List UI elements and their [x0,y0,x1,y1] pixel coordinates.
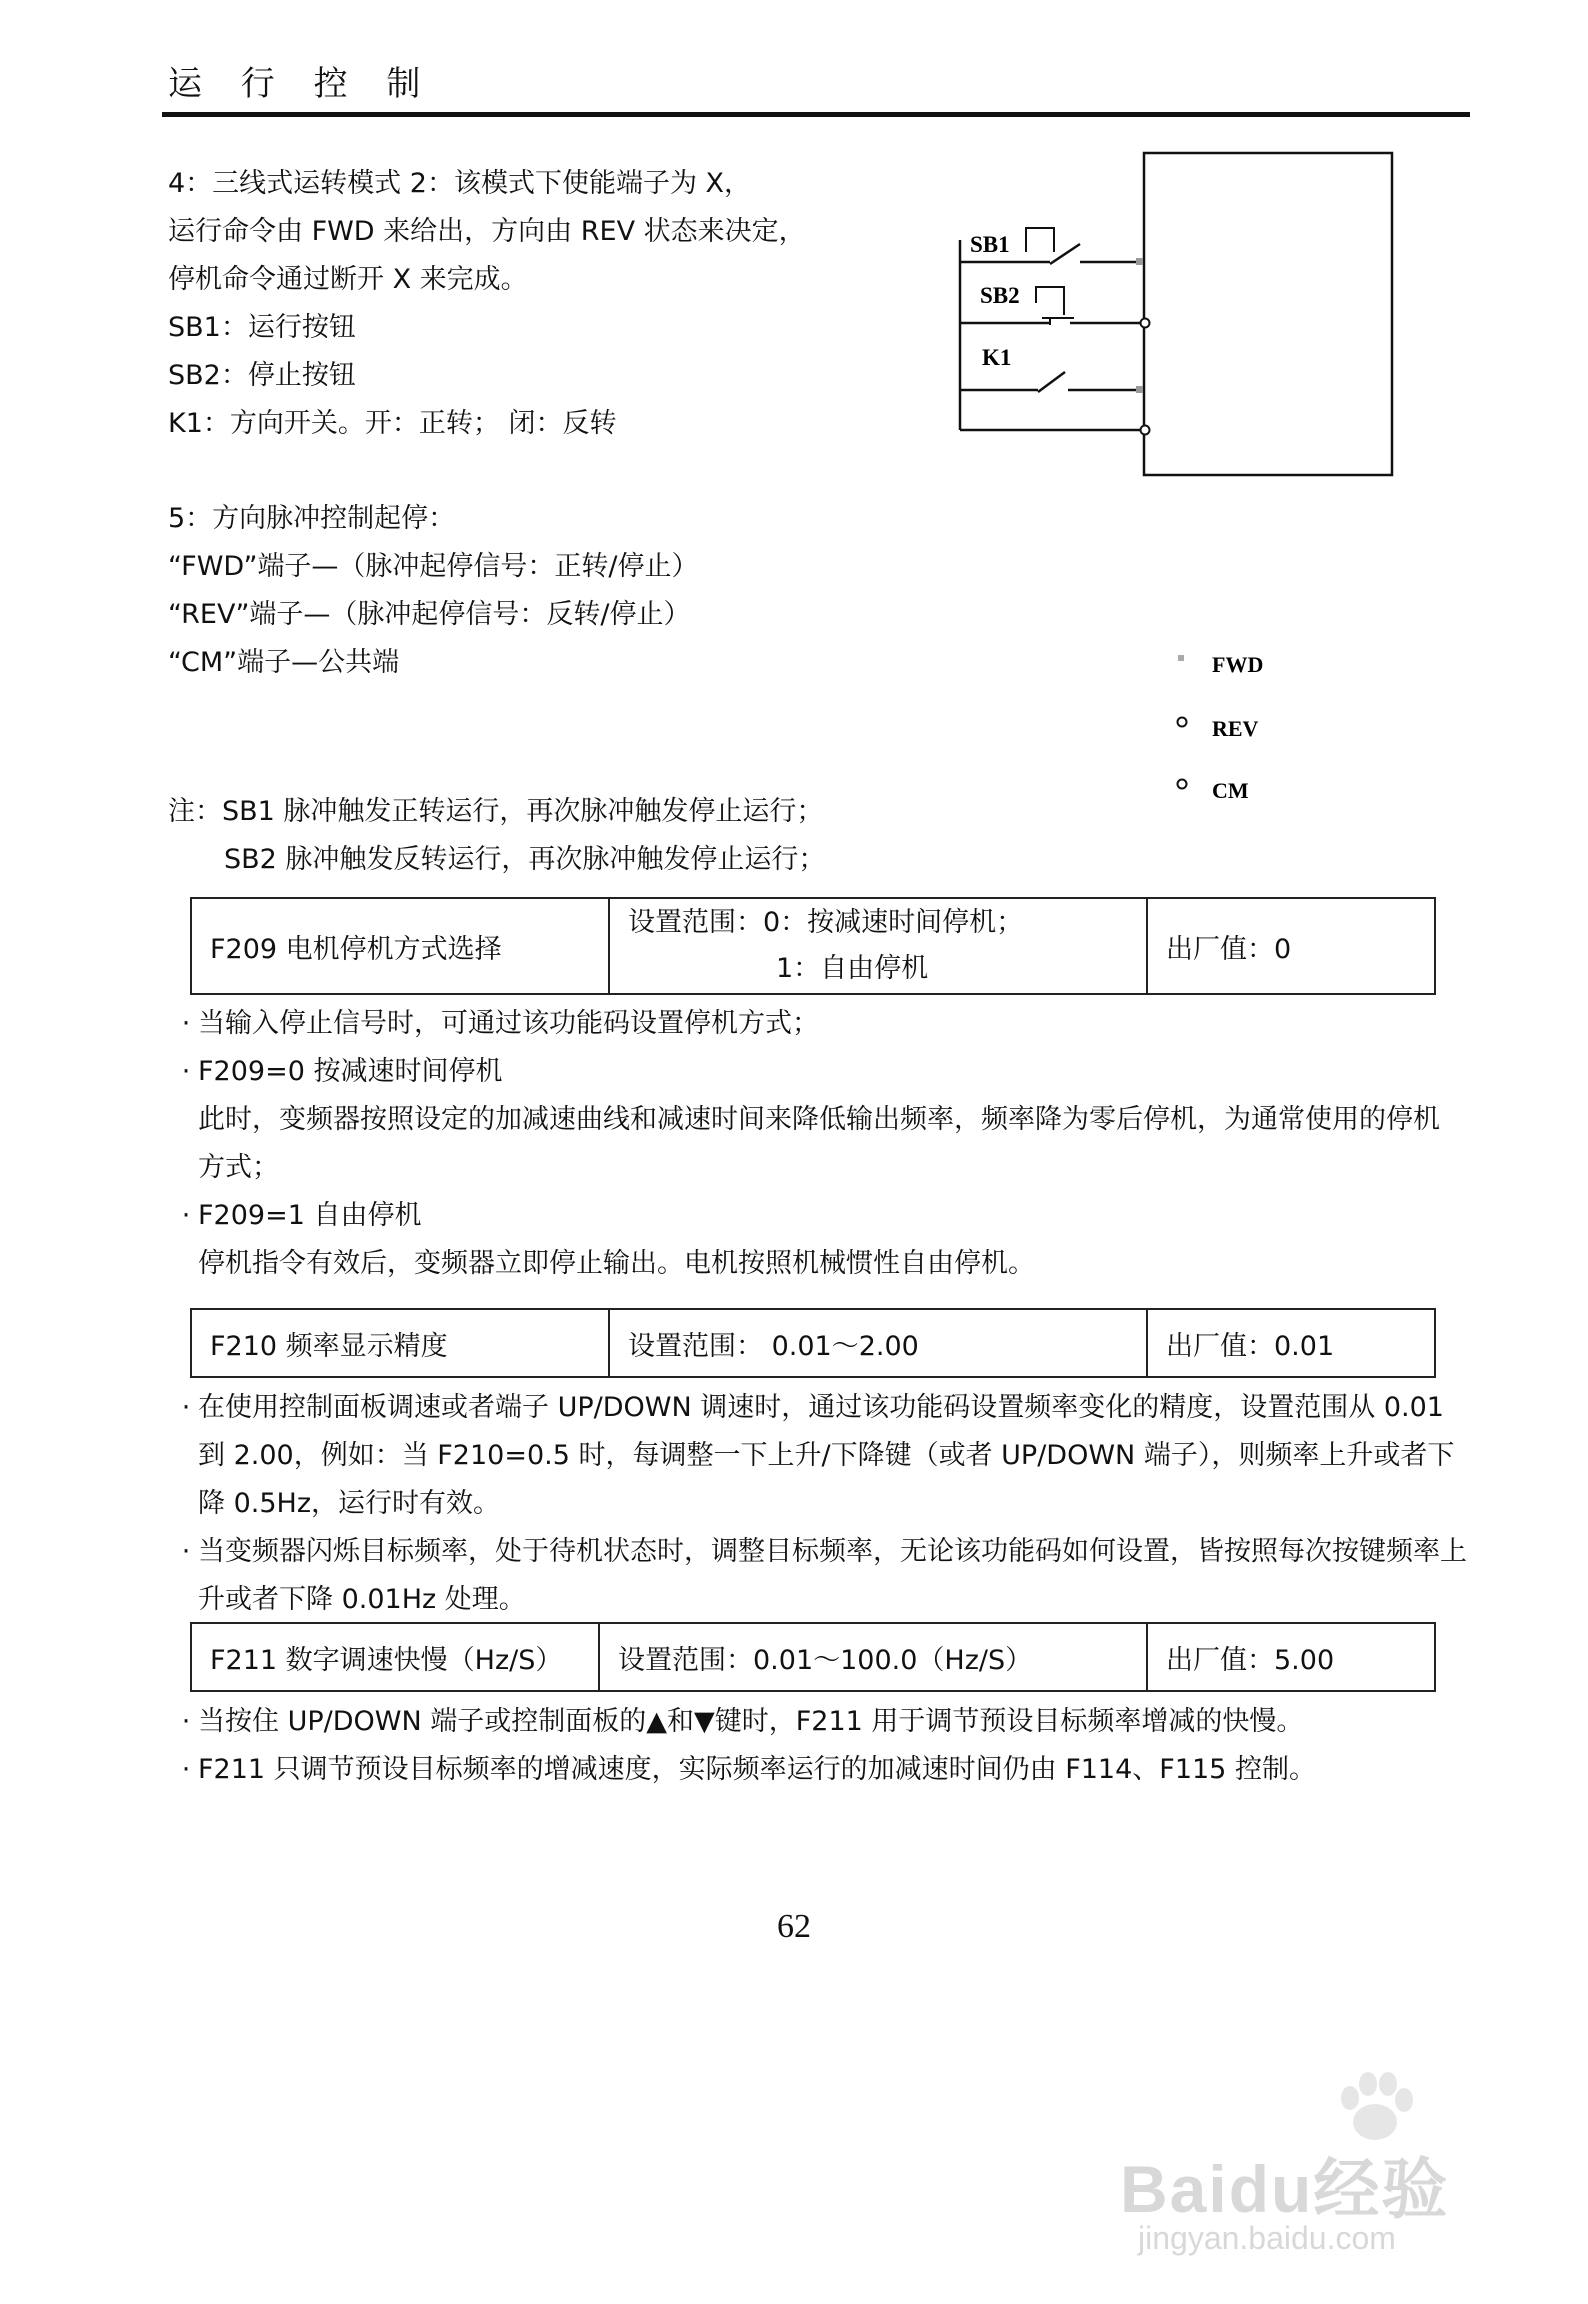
sb1-label: SB1 [970,232,1010,257]
header-rule [162,112,1470,117]
section4-line: 运行命令由 FWD 来给出，方向由 REV 状态来决定， [168,216,806,247]
page-number: 62 [777,1908,811,1945]
f209-paragraph-2: 此时，变频器按照设定的加减速曲线和减速时间来降低输出频率，频率降为零后停机，为通常使用的停机方式； [198,1104,1440,1183]
pulse-terminal-diagram [1160,640,1310,810]
watermark-url: jingyan.baidu.com [1138,2220,1396,2256]
rev-terminal-mark [1178,718,1187,727]
note-line-1: 注：SB1 脉冲触发正转运行，再次脉冲触发停止运行； [168,796,824,827]
sb2-button-icon [1036,287,1064,315]
f209-range [609,898,1147,994]
k1-contact [1038,372,1065,392]
f210-bullet-2-text: 当变频器闪烁目标频率，处于待机状态时，调整目标频率，无论该功能码如何设置，皆按照每次按键频率上升或者下降 0.01Hz 处理。 [198,1536,1467,1615]
section4-text [168,160,806,448]
section5-line: “FWD”端子—（脉冲起停信号：正转/停止） [168,551,699,582]
rev-label: REV [1212,716,1259,741]
x-terminal [1141,319,1150,328]
watermark-brand: Baidu经验 [1120,2152,1450,2226]
cm-terminal-mark [1178,780,1187,789]
f209-name: F209 电机停机方式选择 [191,898,609,994]
f210-param-table [190,1308,1436,1378]
cm-label: CM [1212,778,1249,803]
page-header-title: 运 行 控 制 [168,64,435,104]
f209-paragraph-3: 停机指令有效后，变频器立即停止输出。电机按照机械惯性自由停机。 [198,1248,1035,1279]
inverter-box [1144,153,1392,475]
f210-name: F210 频率显示精度 [191,1309,609,1377]
f209-bullet-2: · F209=0 按减速时间停机 [181,1056,503,1087]
section5-line: 5：方向脉冲控制起停： [168,503,456,534]
fwd-terminal [1136,258,1143,265]
k1-label: K1 [982,345,1012,370]
rev-terminal [1136,386,1143,393]
fwd-terminal-mark [1178,655,1184,661]
section4-line: SB1：运行按钮 [168,312,356,343]
section4-line: 4：三线式运转模式 2：该模式下使能端子为 X， [168,168,752,199]
f211-range: 设置范围：0.01～100.0（Hz/S） [599,1623,1147,1691]
f209-bullet-1-text: 当输入停止信号时，可通过该功能码设置停机方式； [198,1008,819,1039]
f211-bullet-2: · F211 只调节预设目标频率的增减速度，实际频率运行的加减速时间仍由 F114、F115 控制。 [181,1754,1316,1785]
baidu-watermark [1120,2070,1520,2270]
f209-bullet-1: · 当输入停止信号时，可通过该功能码设置停机方式； [181,1008,819,1039]
f210-bullet-1: · 在使用控制面板调速或者端子 UP/DOWN 调速时，通过该功能码设置频率变化的精度，设置范围从 0.01 到 2.00，例如：当 F210=0.5 时，每调整一下上升/下降键（或者 UP/DOWN 端子），则频率上升或者下降 0.5Hz，运行时有效。 [174,1384,1474,1528]
f209-param-table [190,897,1436,995]
f210-range: 设置范围： 0.01～2.00 [609,1309,1147,1377]
f210-bullet-2: · 当变频器闪烁目标频率，处于待机状态时，调整目标频率，无论该功能码如何设置，皆按照每次按键频率上升或者下降 0.01Hz 处理。 [174,1528,1474,1624]
f209-bullet-2-text: F209=0 按减速时间停机 [198,1056,503,1087]
three-wire-wiring-diagram [940,140,1420,490]
sb2-label: SB2 [980,283,1020,308]
section5-text [168,495,699,687]
section5-line: “CM”端子—公共端 [168,647,400,678]
sb1-button-icon [1026,228,1054,252]
f210-default: 出厂值：0.01 [1147,1309,1435,1377]
f211-default: 出厂值：5.00 [1147,1623,1435,1691]
section4-line: K1：方向开关。开：正转； 闭：反转 [168,408,617,439]
section5-line: “REV”端子—（脉冲起停信号：反转/停止） [168,599,691,630]
f211-bullet-1: · 当按住 UP/DOWN 端子或控制面板的▲和▼键时，F211 用于调节预设目标频率增减的快慢。 [181,1706,1304,1737]
cm-terminal [1141,426,1150,435]
f209-range-line1: 设置范围：0：按减速时间停机； [628,907,1024,938]
f211-bullet-1-text: 当按住 UP/DOWN 端子或控制面板的▲和▼键时，F211 用于调节预设目标频率增减的快慢。 [198,1706,1304,1737]
f209-bullet-3-text: F209=1 自由停机 [198,1200,422,1231]
section4-line: SB2：停止按钮 [168,360,356,391]
f211-param-table [190,1622,1436,1692]
f209-range-line2: 1：自由停机 [776,953,929,984]
f211-bullet-2-text: F211 只调节预设目标频率的增减速度，实际频率运行的加减速时间仍由 F114、F115 控制。 [198,1754,1316,1785]
f209-default: 出厂值：0 [1147,898,1435,994]
fwd-label: FWD [1212,652,1264,677]
f210-bullet-1-text: 在使用控制面板调速或者端子 UP/DOWN 调速时，通过该功能码设置频率变化的精度，设置范围从 0.01 到 2.00，例如：当 F210=0.5 时，每调整一下上升/下降键（或者 UP/DOWN 端子），则频率上升或者下降 0.5Hz，运行时有效。 [198,1392,1455,1519]
f211-name: F211 数字调速快慢（Hz/S） [191,1623,599,1691]
section4-line: 停机命令通过断开 X 来完成。 [168,264,528,295]
note-line-2: SB2 脉冲触发反转运行，再次脉冲触发停止运行； [224,844,826,875]
f209-bullet-3: · F209=1 自由停机 [181,1200,422,1231]
